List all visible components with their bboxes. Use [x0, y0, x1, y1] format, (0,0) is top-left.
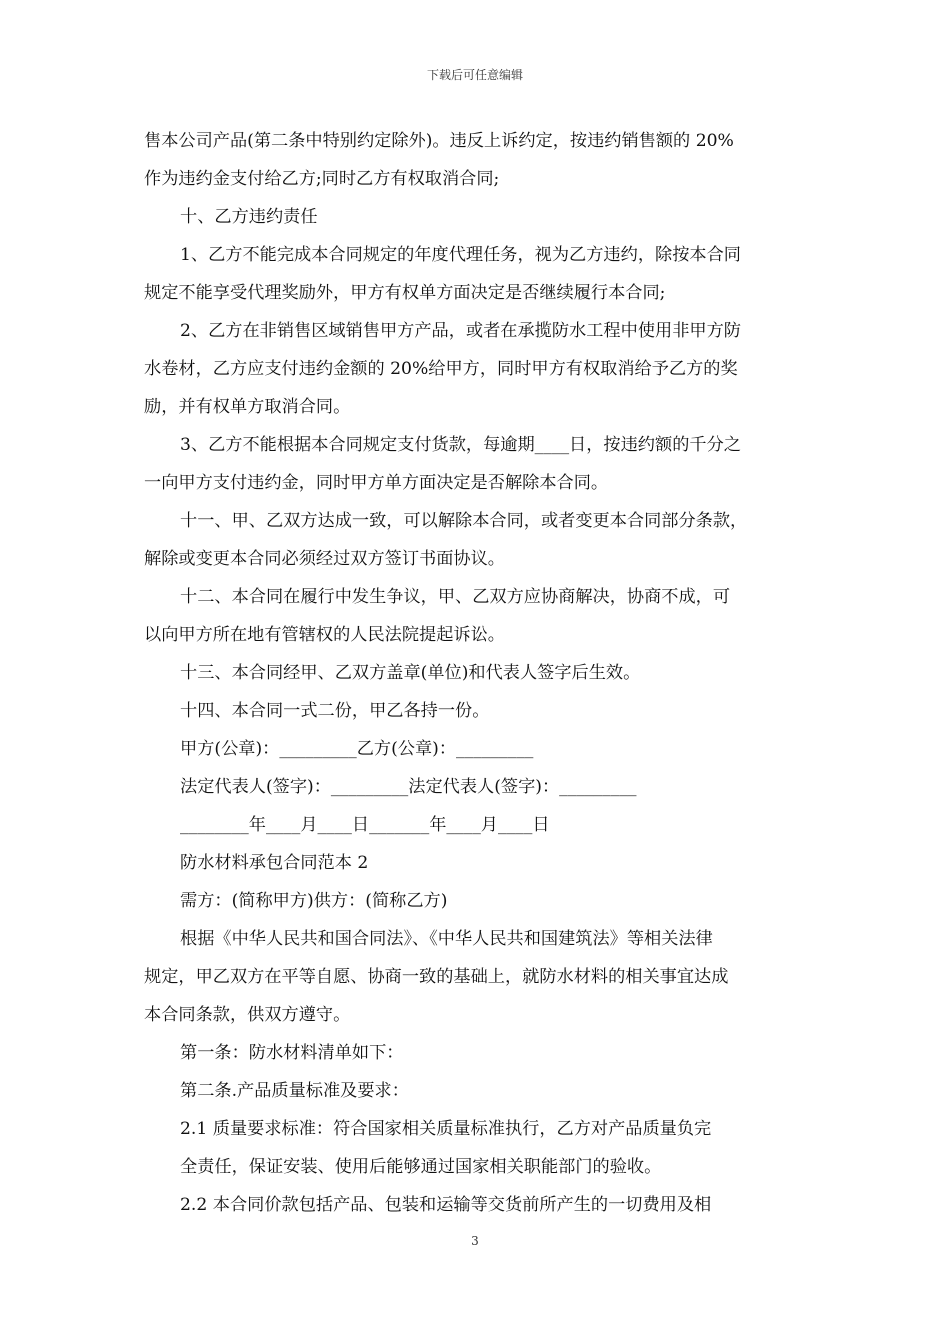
text-line: 十一、甲、乙双方达成一致，可以解除本合同，或者变更本合同部分条款，	[180, 511, 748, 531]
text-line: 2.1 质量要求标准：符合国家相关质量标准执行，乙方对产品质量负完	[180, 1119, 712, 1139]
text-line: 防水材料承包合同范本 2	[180, 853, 369, 873]
text-line: 解除或变更本合同必须经过双方签订书面协议。	[144, 549, 505, 569]
page-number: 3	[471, 1234, 479, 1248]
text-line: 十、乙方违约责任	[180, 207, 318, 227]
text-line: 水卷材，乙方应支付违约金额的 20%给甲方，同时甲方有权取消给予乙方的奖	[144, 359, 738, 379]
text-line: 本合同条款，供双方遵守。	[144, 1005, 351, 1025]
text-line: 根据《中华人民共和国合同法》、《中华人民共和国建筑法》等相关法律	[180, 929, 713, 949]
text-line: ________年____月____日_______年____月____日	[180, 815, 550, 835]
text-line: 需方：(简称甲方)供方：(简称乙方)	[180, 891, 448, 911]
text-line: 1、乙方不能完成本合同规定的年度代理任务，视为乙方违约，除按本合同	[180, 245, 741, 265]
text-line: 全责任，保证安装、使用后能够通过国家相关职能部门的验收。	[180, 1157, 662, 1177]
text-line: 规定不能享受代理奖励外，甲方有权单方面决定是否继续履行本合同;	[144, 283, 666, 303]
text-line: 法定代表人(签字)：_________法定代表人(签字)：_________	[180, 777, 637, 797]
text-line: 励，并有权单方取消合同。	[144, 397, 351, 417]
text-line: 十二、本合同在履行中发生争议，甲、乙双方应协商解决，协商不成，可	[180, 587, 731, 607]
page-header: 下载后可任意编辑	[426, 68, 523, 82]
text-line: 2.2 本合同价款包括产品、包装和运输等交货前所产生的一切费用及相	[180, 1195, 712, 1215]
text-line: 十三、本合同经甲、乙双方盖章(单位)和代表人签字后生效。	[180, 663, 641, 683]
text-line: 作为违约金支付给乙方;同时乙方有权取消合同;	[144, 169, 500, 189]
text-line: 3、乙方不能根据本合同规定支付货款，每逾期____日，按违约额的千分之	[180, 435, 741, 455]
text-line: 甲方(公章)：_________乙方(公章)：_________	[180, 739, 534, 759]
text-line: 规定，甲乙双方在平等自愿、协商一致的基础上，就防水材料的相关事宜达成	[144, 967, 729, 987]
text-line: 售本公司产品(第二条中特别约定除外)。违反上诉约定，按违约销售额的 20%	[144, 131, 734, 151]
text-line: 一向甲方支付违约金，同时甲方单方面决定是否解除本合同。	[144, 473, 609, 493]
document-body	[144, 122, 812, 1224]
text-line: 十四、本合同一式二份，甲乙各持一份。	[180, 701, 490, 721]
text-line: 第一条：防水材料清单如下：	[180, 1043, 404, 1063]
text-line: 以向甲方所在地有管辖权的人民法院提起诉讼。	[144, 625, 505, 645]
text-line: 第二条.产品质量标准及要求：	[180, 1081, 409, 1101]
text-line: 2、乙方在非销售区域销售甲方产品，或者在承揽防水工程中使用非甲方防	[180, 321, 741, 341]
